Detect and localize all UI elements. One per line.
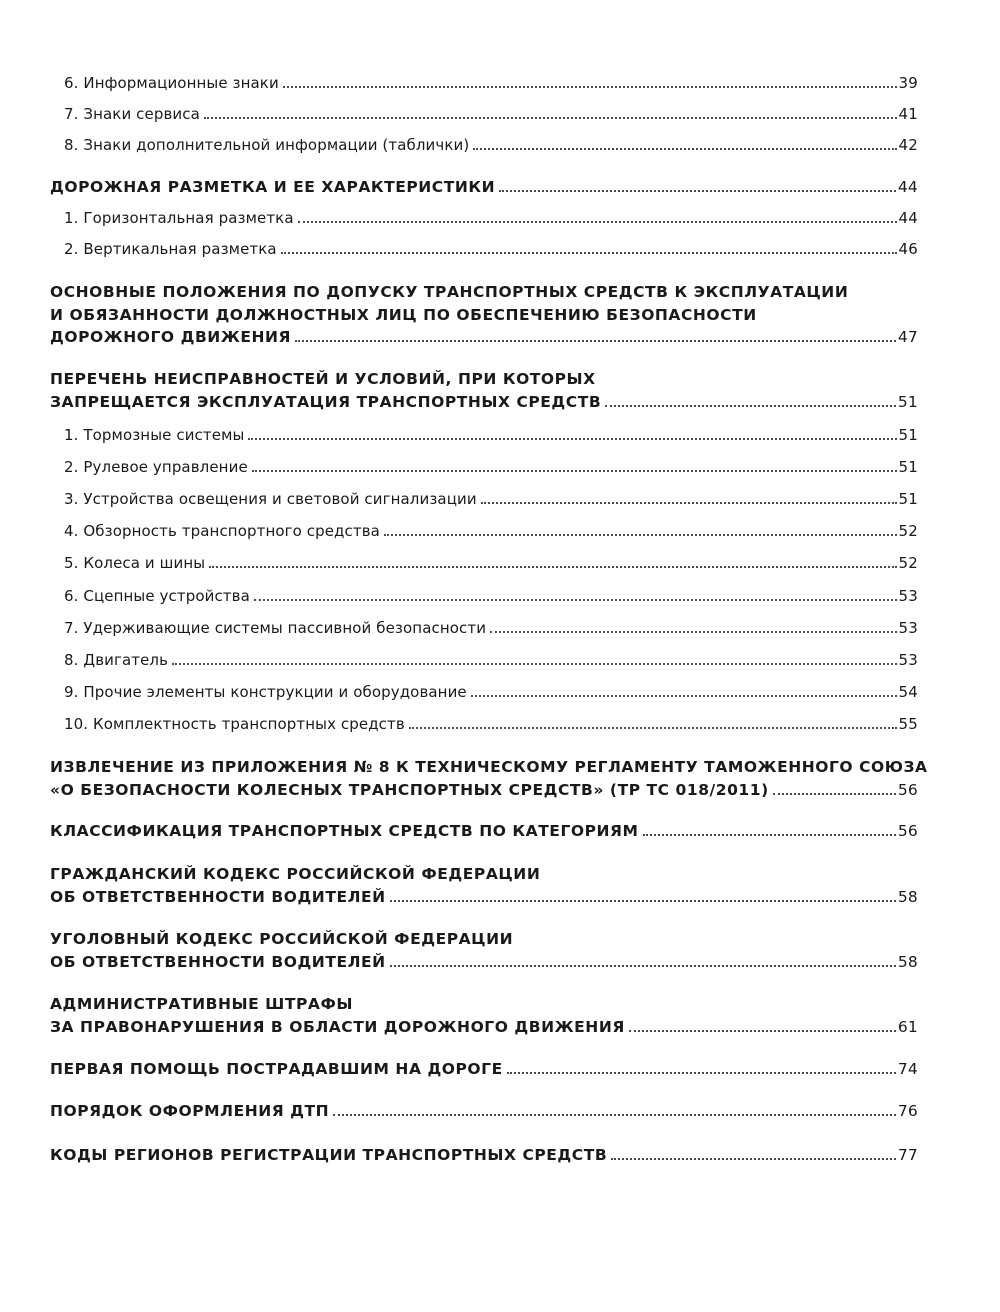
toc-section[interactable]: [50, 888, 918, 906]
dot-leader: [490, 630, 896, 633]
toc-section-title: «О БЕЗОПАСНОСТИ КОЛЕСНЫХ ТРАНСПОРТНЫХ СРЕДСТВ» (ТР ТС 018/2011): [50, 781, 769, 799]
toc-entry-title: 4. Обзорность транспортного средства: [64, 522, 380, 540]
dot-leader: [473, 147, 896, 150]
dot-leader: [283, 85, 897, 88]
toc-entry-page: 51: [898, 426, 918, 444]
toc-entry-page: 53: [898, 587, 918, 605]
toc-section-title-line: ОСНОВНЫЕ ПОЛОЖЕНИЯ ПО ДОПУСКУ ТРАНСПОРТНЫХ СРЕДСТВ К ЭКСПЛУАТАЦИИ: [50, 283, 849, 301]
dot-leader: [629, 1029, 896, 1032]
toc-section-page: 77: [897, 1146, 918, 1164]
toc-entry[interactable]: [64, 619, 918, 637]
toc-section-title: ОБ ОТВЕТСТВЕННОСТИ ВОДИТЕЛЕЙ: [50, 953, 386, 971]
toc-entry[interactable]: [64, 426, 918, 444]
toc-entry-page: 53: [898, 619, 918, 637]
toc-section-title: КОДЫ РЕГИОНОВ РЕГИСТРАЦИИ ТРАНСПОРТНЫХ СРЕДСТВ: [50, 1146, 608, 1164]
toc-entry[interactable]: [64, 74, 918, 92]
dot-leader: [390, 964, 896, 967]
toc-section-title-line: ГРАЖДАНСКИЙ КОДЕКС РОССИЙСКОЙ ФЕДЕРАЦИИ: [50, 865, 541, 883]
toc-section-page: 56: [897, 822, 918, 840]
toc-section-title: ПОРЯДОК ОФОРМЛЕНИЯ ДТП: [50, 1102, 330, 1120]
toc-entry[interactable]: [64, 458, 918, 476]
toc-entry-title: 8. Двигатель: [64, 651, 169, 669]
toc-section-title: ЗАПРЕЩАЕТСЯ ЭКСПЛУАТАЦИЯ ТРАНСПОРТНЫХ СРЕДСТВ: [50, 393, 602, 411]
dot-leader: [605, 404, 896, 407]
toc-entry-title: 2. Рулевое управление: [64, 458, 248, 476]
toc-section-title-line: ПЕРЕЧЕНЬ НЕИСПРАВНОСТЕЙ И УСЛОВИЙ, ПРИ КОТОРЫХ: [50, 370, 596, 388]
toc-entry-page: 41: [898, 105, 918, 123]
dot-leader: [281, 251, 897, 254]
dot-leader: [643, 833, 896, 836]
toc-entry-title: 6. Сцепные устройства: [64, 587, 250, 605]
toc-entry-title: 8. Знаки дополнительной информации (таблички): [64, 136, 470, 154]
toc-section-title-line: АДМИНИСТРАТИВНЫЕ ШТРАФЫ: [50, 995, 353, 1013]
dot-leader: [333, 1113, 896, 1116]
toc-entry-title: 9. Прочие элементы конструкции и оборудование: [64, 683, 467, 701]
toc-section-page: 56: [897, 781, 918, 799]
toc-section-title: КЛАССИФИКАЦИЯ ТРАНСПОРТНЫХ СРЕДСТВ ПО КАТЕГОРИЯМ: [50, 822, 639, 840]
toc-entry-page: 39: [898, 74, 918, 92]
toc-entry[interactable]: [64, 554, 918, 572]
toc-entry[interactable]: [64, 105, 918, 123]
toc-entry-page: 44: [898, 209, 918, 227]
dot-leader: [204, 116, 897, 119]
toc-entry-title: 6. Информационные знаки: [64, 74, 279, 92]
dot-leader: [209, 565, 896, 568]
toc-entry-title: 7. Знаки сервиса: [64, 105, 200, 123]
toc-entry-page: 53: [898, 651, 918, 669]
toc-section-title: ПЕРВАЯ ПОМОЩЬ ПОСТРАДАВШИМ НА ДОРОГЕ: [50, 1060, 503, 1078]
toc-section-page: 74: [897, 1060, 918, 1078]
toc-section-page: 47: [897, 328, 918, 346]
toc-entry-page: 55: [898, 715, 918, 733]
dot-leader: [390, 899, 896, 902]
toc-section[interactable]: [50, 178, 918, 196]
toc-entry[interactable]: [64, 136, 918, 154]
toc-section[interactable]: [50, 822, 918, 840]
toc-entry[interactable]: [64, 651, 918, 669]
toc-entry-page: 46: [898, 240, 918, 258]
toc-section[interactable]: [50, 953, 918, 971]
toc-entry[interactable]: [64, 209, 918, 227]
toc-entry-page: 51: [898, 490, 918, 508]
toc-section-title: ОБ ОТВЕТСТВЕННОСТИ ВОДИТЕЛЕЙ: [50, 888, 386, 906]
toc-section[interactable]: [50, 781, 918, 799]
dot-leader: [481, 501, 897, 504]
toc-section-title-line: ИЗВЛЕЧЕНИЕ ИЗ ПРИЛОЖЕНИЯ № 8 К ТЕХНИЧЕСКОМУ РЕГЛАМЕНТУ ТАМОЖЕННОГО СОЮЗА: [50, 758, 928, 776]
toc-entry[interactable]: [64, 715, 918, 733]
toc-entry-title: 5. Колеса и шины: [64, 554, 206, 572]
toc-entry-page: 54: [898, 683, 918, 701]
toc-section[interactable]: [50, 1102, 918, 1120]
dot-leader: [384, 533, 897, 536]
toc-entry-title: 7. Удерживающие системы пассивной безопасности: [64, 619, 487, 637]
dot-leader: [611, 1157, 896, 1160]
toc-section-page: 44: [897, 178, 918, 196]
toc-entry[interactable]: [64, 587, 918, 605]
toc-section-page: 58: [897, 953, 918, 971]
toc-section-title: ЗА ПРАВОНАРУШЕНИЯ В ОБЛАСТИ ДОРОЖНОГО ДВИЖЕНИЯ: [50, 1018, 625, 1036]
dot-leader: [172, 662, 896, 665]
toc-section[interactable]: [50, 1146, 918, 1164]
toc-section-page: 51: [897, 393, 918, 411]
toc-section[interactable]: [50, 1018, 918, 1036]
dot-leader: [499, 189, 896, 192]
toc-entry[interactable]: [64, 522, 918, 540]
toc-entry-title: 1. Горизонтальная разметка: [64, 209, 294, 227]
toc-entry[interactable]: [64, 240, 918, 258]
toc-entry-title: 2. Вертикальная разметка: [64, 240, 277, 258]
dot-leader: [252, 469, 897, 472]
toc-entry-page: 51: [898, 458, 918, 476]
toc-section[interactable]: [50, 328, 918, 346]
toc-entry-title: 3. Устройства освещения и световой сигнализации: [64, 490, 477, 508]
toc-section-title: ДОРОЖНАЯ РАЗМЕТКА И ЕЕ ХАРАКТЕРИСТИКИ: [50, 178, 496, 196]
dot-leader: [295, 339, 896, 342]
dot-leader: [471, 694, 897, 697]
toc-entry-title: 1. Тормозные системы: [64, 426, 245, 444]
toc-entry-page: 52: [898, 522, 918, 540]
dot-leader: [254, 598, 897, 601]
toc-section-page: 76: [897, 1102, 918, 1120]
dot-leader: [248, 437, 896, 440]
dot-leader: [409, 726, 897, 729]
toc-section-title: ДОРОЖНОГО ДВИЖЕНИЯ: [50, 328, 292, 346]
toc-entry-page: 42: [898, 136, 918, 154]
toc-section-page: 61: [897, 1018, 918, 1036]
toc-entry[interactable]: [64, 683, 918, 701]
toc-entry[interactable]: [64, 490, 918, 508]
dot-leader: [507, 1071, 896, 1074]
dot-leader: [773, 792, 896, 795]
toc-entry-page: 52: [898, 554, 918, 572]
toc-section[interactable]: [50, 393, 918, 411]
toc-section[interactable]: [50, 1060, 918, 1078]
toc-section-title-line: И ОБЯЗАННОСТИ ДОЛЖНОСТНЫХ ЛИЦ ПО ОБЕСПЕЧЕНИЮ БЕЗОПАСНОСТИ: [50, 306, 757, 324]
dot-leader: [298, 220, 897, 223]
toc-section-title-line: УГОЛОВНЫЙ КОДЕКС РОССИЙСКОЙ ФЕДЕРАЦИИ: [50, 930, 514, 948]
toc-entry-title: 10. Комплектность транспортных средств: [64, 715, 405, 733]
toc-section-page: 58: [897, 888, 918, 906]
